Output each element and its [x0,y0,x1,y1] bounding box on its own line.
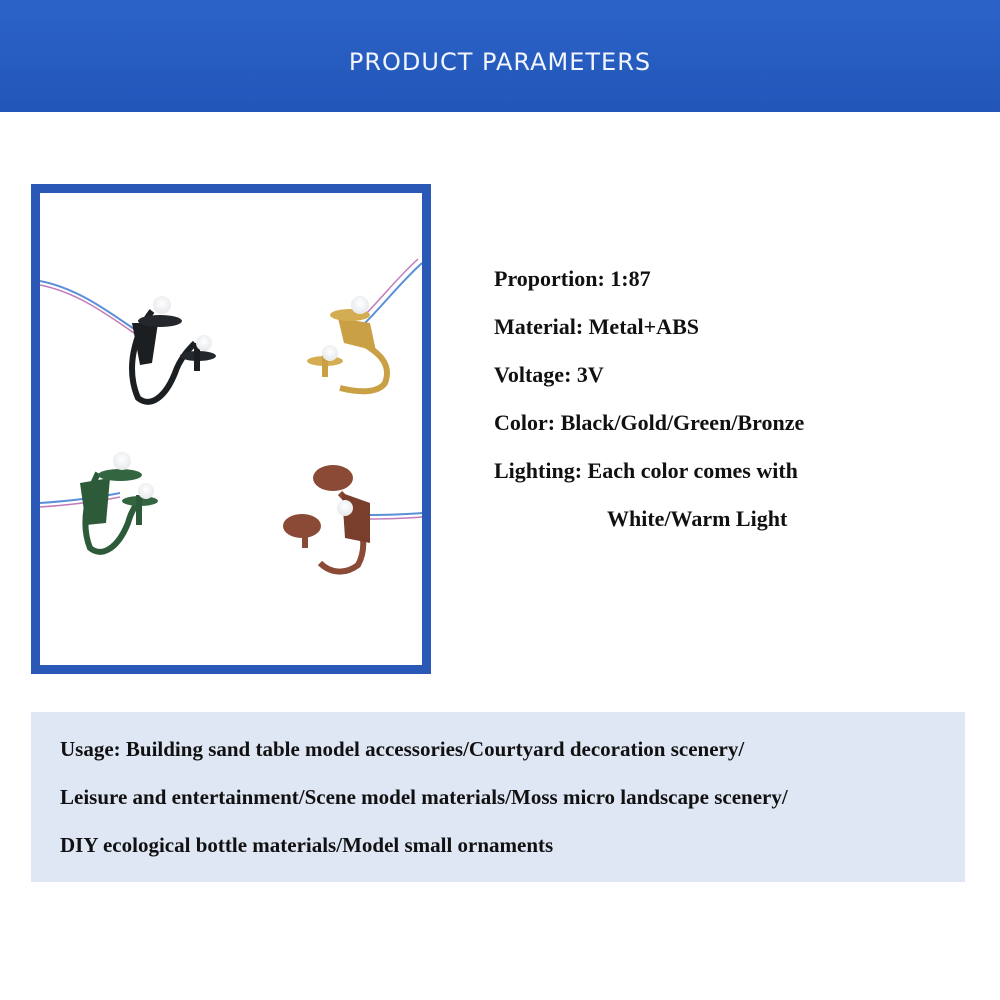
param-proportion: Proportion: 1:87 [494,266,651,291]
param-lighting-continued: White/Warm Light [607,506,788,531]
product-illustration [40,193,422,665]
param-material: Material: Metal+ABS [494,314,699,339]
param-color: Color: Black/Gold/Green/Bronze [494,410,805,435]
lamp-bronze [283,465,422,572]
header-banner [0,0,1000,112]
lamp-green [40,452,158,552]
banner-title: PRODUCT PARAMETERS [348,48,652,76]
usage-box [31,712,965,882]
param-voltage: Voltage: 3V [494,362,604,387]
param-lighting: Lighting: Each color comes with [494,458,798,483]
usage-line-1: Usage: Building sand table model accessories/Courtyard decoration scenery/ [60,737,745,761]
lamp-gold [307,259,422,391]
usage-line-3: DIY ecological bottle materials/Model small ornaments [60,833,554,857]
lamp-black [40,281,216,402]
usage-line-2: Leisure and entertainment/Scene model materials/Moss micro landscape scenery/ [60,785,788,809]
product-photo [31,184,431,674]
